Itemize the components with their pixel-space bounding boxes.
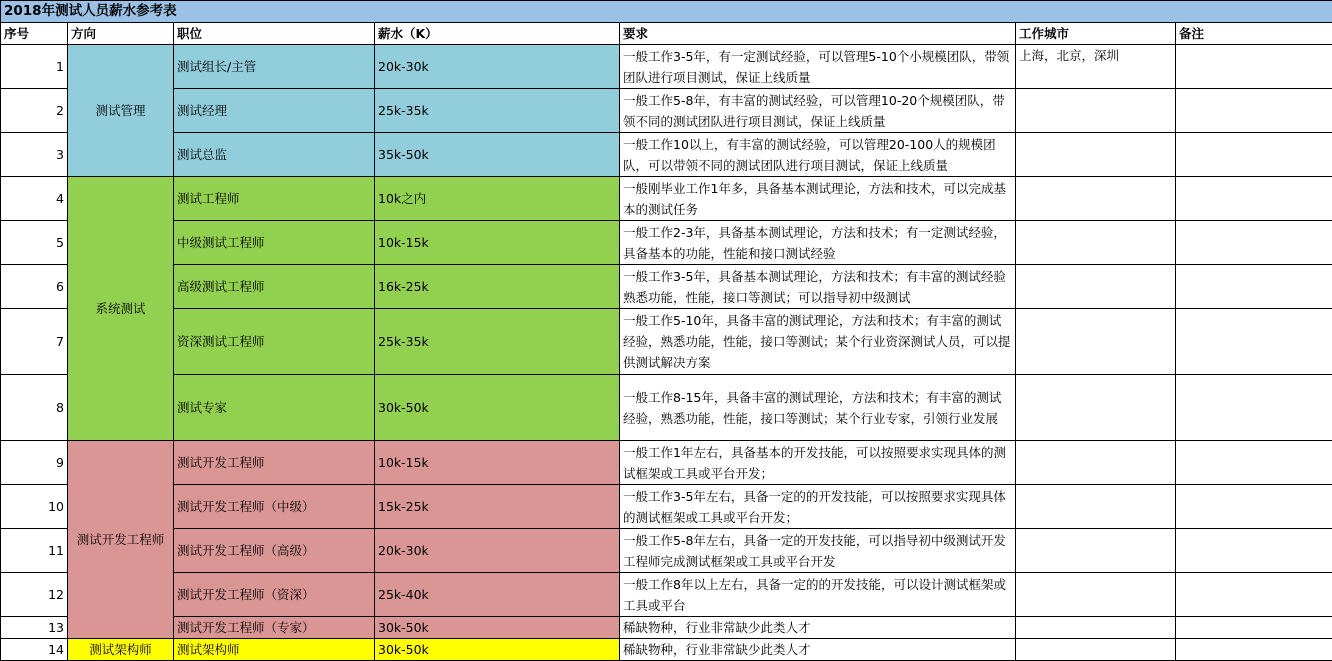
salary-cell[interactable]: 25k-40k bbox=[375, 573, 620, 617]
table-row bbox=[1, 265, 1332, 309]
position-cell[interactable]: 高级测试工程师 bbox=[174, 265, 375, 309]
salary-cell[interactable]: 30k-50k bbox=[375, 617, 620, 639]
table-row bbox=[1, 177, 1332, 221]
requirement-cell[interactable]: 一般工作3-5年左右，具备一定的的开发技能，可以按照要求实现具体的测试框架或工具或平台开发； bbox=[620, 485, 1016, 529]
requirement-cell[interactable]: 稀缺物种，行业非常缺少此类人才 bbox=[620, 639, 1016, 661]
note-cell[interactable] bbox=[1176, 441, 1332, 485]
table-row bbox=[1, 639, 1332, 661]
note-cell[interactable] bbox=[1176, 309, 1332, 375]
note-cell[interactable] bbox=[1176, 265, 1332, 309]
table-row bbox=[1, 529, 1332, 573]
requirement-cell[interactable]: 一般刚毕业工作1年多，具备基本测试理论，方法和技术，可以完成基本的测试任务 bbox=[620, 177, 1016, 221]
note-cell[interactable] bbox=[1176, 485, 1332, 529]
position-cell[interactable]: 测试开发工程师 bbox=[174, 441, 375, 485]
city-cell[interactable] bbox=[1016, 485, 1176, 529]
city-cell[interactable] bbox=[1016, 177, 1176, 221]
row-number[interactable]: 1 bbox=[1, 45, 68, 89]
city-cell[interactable]: 上海，北京，深圳 bbox=[1016, 45, 1176, 89]
position-cell[interactable]: 测试开发工程师（专家） bbox=[174, 617, 375, 639]
salary-cell[interactable]: 30k-50k bbox=[375, 639, 620, 661]
row-number[interactable]: 9 bbox=[1, 441, 68, 485]
city-cell[interactable] bbox=[1016, 89, 1176, 133]
city-cell[interactable] bbox=[1016, 309, 1176, 375]
table-row bbox=[1, 441, 1332, 485]
table-row bbox=[1, 617, 1332, 639]
row-number[interactable]: 5 bbox=[1, 221, 68, 265]
salary-cell[interactable]: 35k-50k bbox=[375, 133, 620, 177]
header-note[interactable]: 备注 bbox=[1176, 23, 1332, 45]
header-direction[interactable]: 方向 bbox=[68, 23, 174, 45]
note-cell[interactable] bbox=[1176, 89, 1332, 133]
header-position[interactable]: 职位 bbox=[174, 23, 375, 45]
position-cell[interactable]: 测试开发工程师（资深） bbox=[174, 573, 375, 617]
city-cell[interactable] bbox=[1016, 133, 1176, 177]
salary-cell[interactable]: 20k-30k bbox=[375, 45, 620, 89]
note-cell[interactable] bbox=[1176, 375, 1332, 441]
position-cell[interactable]: 测试专家 bbox=[174, 375, 375, 441]
row-number[interactable]: 3 bbox=[1, 133, 68, 177]
table-row bbox=[1, 45, 1332, 89]
row-number[interactable]: 10 bbox=[1, 485, 68, 529]
row-number[interactable]: 8 bbox=[1, 375, 68, 441]
salary-cell[interactable]: 25k-35k bbox=[375, 89, 620, 133]
table-row bbox=[1, 573, 1332, 617]
row-number[interactable]: 12 bbox=[1, 573, 68, 617]
salary-cell[interactable]: 10k-15k bbox=[375, 441, 620, 485]
row-number[interactable]: 7 bbox=[1, 309, 68, 375]
sheet-title[interactable]: 2018年测试人员薪水参考表 bbox=[1, 1, 1332, 23]
table-row bbox=[1, 221, 1332, 265]
city-cell[interactable] bbox=[1016, 221, 1176, 265]
city-cell[interactable] bbox=[1016, 265, 1176, 309]
note-cell[interactable] bbox=[1176, 133, 1332, 177]
table-row bbox=[1, 89, 1332, 133]
table-row bbox=[1, 133, 1332, 177]
position-cell[interactable]: 测试开发工程师（中级） bbox=[174, 485, 375, 529]
title-row bbox=[1, 1, 1332, 23]
table-row bbox=[1, 309, 1332, 375]
position-cell[interactable]: 测试总监 bbox=[174, 133, 375, 177]
row-number[interactable]: 6 bbox=[1, 265, 68, 309]
position-cell[interactable]: 测试组长/主管 bbox=[174, 45, 375, 89]
table-row bbox=[1, 485, 1332, 529]
requirement-cell[interactable]: 一般工作3-5年，具备基本测试理论，方法和技术；有丰富的测试经验熟悉功能，性能，接口等测试；可以指导初中级测试 bbox=[620, 265, 1016, 309]
header-salary[interactable]: 薪水（K） bbox=[375, 23, 620, 45]
city-cell[interactable] bbox=[1016, 529, 1176, 573]
note-cell[interactable] bbox=[1176, 529, 1332, 573]
requirement-cell[interactable]: 一般工作8年以上左右，具备一定的的开发技能，可以设计测试框架或工具或平台 bbox=[620, 573, 1016, 617]
note-cell[interactable] bbox=[1176, 221, 1332, 265]
requirement-cell[interactable]: 一般工作3-5年，有一定测试经验，可以管理5-10个小规模团队，带领团队进行项目测试，保证上线质量 bbox=[620, 45, 1016, 89]
position-cell[interactable]: 资深测试工程师 bbox=[174, 309, 375, 375]
row-number[interactable]: 14 bbox=[1, 639, 68, 661]
salary-cell[interactable]: 15k-25k bbox=[375, 485, 620, 529]
requirement-cell[interactable]: 稀缺物种，行业非常缺少此类人才 bbox=[620, 617, 1016, 639]
salary-cell[interactable]: 20k-30k bbox=[375, 529, 620, 573]
city-cell[interactable] bbox=[1016, 639, 1176, 661]
position-cell[interactable]: 测试经理 bbox=[174, 89, 375, 133]
position-cell[interactable]: 中级测试工程师 bbox=[174, 221, 375, 265]
requirement-cell[interactable]: 一般工作10以上，有丰富的测试经验，可以管理20-100人的规模团队，可以带领不同的测试团队进行项目测试，保证上线质量 bbox=[620, 133, 1016, 177]
header-no[interactable]: 序号 bbox=[1, 23, 68, 45]
requirement-cell[interactable]: 一般工作1年左右，具备基本的开发技能，可以按照要求实现具体的测试框架或工具或平台开发； bbox=[620, 441, 1016, 485]
header-city[interactable]: 工作城市 bbox=[1016, 23, 1176, 45]
city-cell[interactable] bbox=[1016, 375, 1176, 441]
header-row bbox=[1, 23, 1332, 45]
note-cell[interactable] bbox=[1176, 177, 1332, 221]
direction-dev[interactable]: 测试开发工程师 bbox=[68, 441, 174, 639]
row-number[interactable]: 4 bbox=[1, 177, 68, 221]
position-cell[interactable]: 测试工程师 bbox=[174, 177, 375, 221]
salary-cell[interactable]: 10k-15k bbox=[375, 221, 620, 265]
header-requirement[interactable]: 要求 bbox=[620, 23, 1016, 45]
salary-cell[interactable]: 16k-25k bbox=[375, 265, 620, 309]
requirement-cell[interactable]: 一般工作5-10年，具备丰富的测试理论，方法和技术；有丰富的测试经验，熟悉功能，性能，接口等测试；某个行业资深测试人员，可以提供测试解决方案 bbox=[620, 309, 1016, 375]
position-cell[interactable]: 测试架构师 bbox=[174, 639, 375, 661]
city-cell[interactable] bbox=[1016, 441, 1176, 485]
requirement-cell[interactable]: 一般工作5-8年，有丰富的测试经验，可以管理10-20个规模团队，带领不同的测试团队进行项目测试，保证上线质量 bbox=[620, 89, 1016, 133]
note-cell[interactable] bbox=[1176, 45, 1332, 89]
table-row bbox=[1, 375, 1332, 441]
row-number[interactable]: 13 bbox=[1, 617, 68, 639]
salary-cell[interactable]: 30k-50k bbox=[375, 375, 620, 441]
salary-cell[interactable]: 10k之内 bbox=[375, 177, 620, 221]
salary-cell[interactable]: 25k-35k bbox=[375, 309, 620, 375]
note-cell[interactable] bbox=[1176, 639, 1332, 661]
row-number[interactable]: 11 bbox=[1, 529, 68, 573]
direction-architect[interactable]: 测试架构师 bbox=[68, 639, 174, 661]
requirement-cell[interactable]: 一般工作2-3年，具备基本测试理论，方法和技术；有一定测试经验，具备基本的功能，性能和接口测试经验 bbox=[620, 221, 1016, 265]
city-cell[interactable] bbox=[1016, 573, 1176, 617]
note-cell[interactable] bbox=[1176, 617, 1332, 639]
direction-management[interactable]: 测试管理 bbox=[68, 45, 174, 177]
row-number[interactable]: 2 bbox=[1, 89, 68, 133]
note-cell[interactable] bbox=[1176, 573, 1332, 617]
requirement-cell[interactable]: 一般工作5-8年左右，具备一定的开发技能，可以指导初中级测试开发工程师完成测试框架或工具或平台开发 bbox=[620, 529, 1016, 573]
requirement-cell[interactable]: 一般工作8-15年，具备丰富的测试理论，方法和技术；有丰富的测试经验，熟悉功能，性能，接口等测试；某个行业专家，引领行业发展 bbox=[620, 375, 1016, 441]
city-cell[interactable] bbox=[1016, 617, 1176, 639]
position-cell[interactable]: 测试开发工程师（高级） bbox=[174, 529, 375, 573]
direction-system[interactable]: 系统测试 bbox=[68, 177, 174, 441]
